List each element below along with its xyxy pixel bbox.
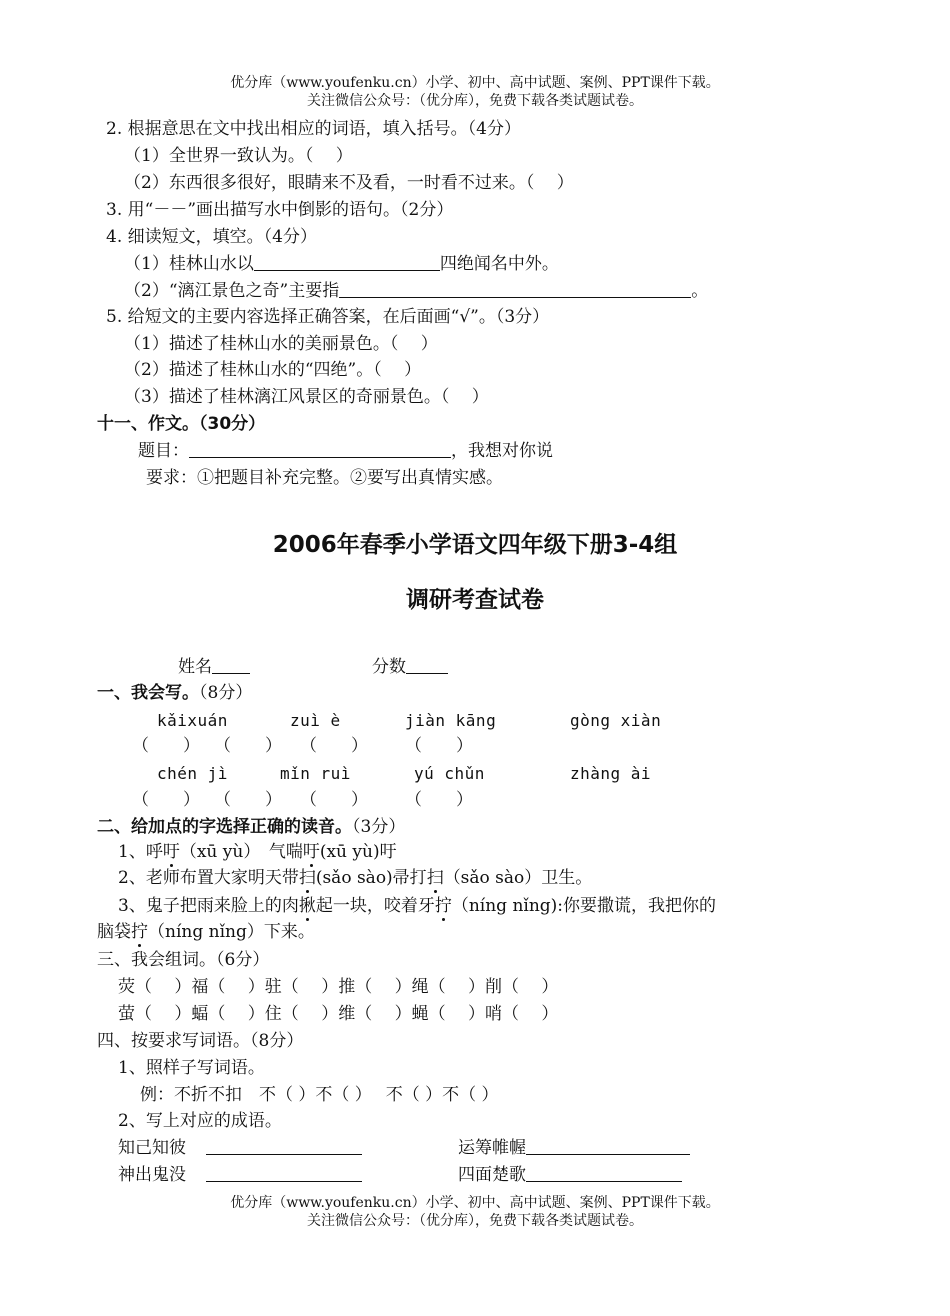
q4-1-prefix: （1）桂林山水以 [124, 254, 254, 274]
idiom-3 [118, 1163, 362, 1187]
pinyin-2: zuì è [290, 711, 341, 730]
section-2-item-2 [118, 866, 592, 890]
answer-paren[interactable]: （ ） [300, 790, 368, 810]
section-11-heading: 十一、作文。（30分） [97, 414, 266, 434]
score-label: 分数 [372, 657, 406, 677]
word-row-2: 萤（ ）蝠（ ）住（ ）维（ ）蝇（ ）哨（ ） [118, 1004, 559, 1024]
word-row-1: 荧（ ）福（ ）驻（ ）推（ ）绳（ ）削（ ） [118, 977, 559, 997]
section-1-heading [97, 681, 252, 705]
dotted-char: 吁 [162, 842, 180, 862]
text: （níng nǐng):你要撒谎，我把你的 [451, 896, 717, 916]
q4-1-suffix: 四绝闻名中外。 [439, 254, 559, 274]
answer-paren[interactable]: （ ） [132, 790, 200, 810]
answer-paren[interactable]: （ ） [132, 736, 200, 756]
topic-blank[interactable] [189, 439, 451, 458]
text: 3、鬼子把雨来脸上的肉 [118, 896, 299, 916]
score-field [372, 655, 448, 679]
dotted-char: 揪 [298, 896, 316, 916]
section-2-item-3-cont [97, 920, 315, 944]
text: （sǎo sào）卫生。 [443, 868, 593, 888]
idiom-blank[interactable] [206, 1163, 362, 1182]
idiom-2 [458, 1136, 690, 1160]
dotted-char: 扫 [298, 868, 316, 888]
idiom-label: 神出鬼没 [118, 1165, 186, 1185]
idiom-1 [118, 1136, 362, 1160]
pinyin-6: mǐn ruì [280, 764, 351, 783]
text: 2、老师布置大家明天带 [118, 868, 299, 888]
text: (sǎo sào)帚打 [315, 868, 427, 888]
text: 1、呼 [118, 842, 163, 862]
text: （xū yù） 气喘 [179, 842, 303, 862]
name-label: 姓名 [178, 657, 212, 677]
question-2-2: （2）东西很多很好，眼睛来不及看，一时看不过来。（ ） [124, 173, 574, 193]
question-4-2 [124, 279, 708, 303]
idiom-label: 四面楚歌 [458, 1165, 526, 1185]
pinyin-7: yú chǔn [414, 764, 485, 783]
header-line-1: 优分库（www.youfenku.cn）小学、初中、高中试题、案例、PPT课件下载。 [230, 75, 720, 91]
answer-paren[interactable]: （ ） [405, 790, 473, 810]
question-5: 5. 给短文的主要内容选择正确答案，在后面画“√”。（3分） [106, 307, 550, 327]
question-4-1 [124, 252, 559, 276]
header-line-2: 关注微信公众号：（优分库），免费下载各类试题试卷。 [307, 93, 643, 109]
section-2-points: （3分） [352, 817, 406, 837]
essay-requirement: 要求：①把题目补充完整。②要写出真情实感。 [146, 468, 503, 488]
text: （níng nǐng）下来。 [148, 922, 315, 942]
essay-topic [138, 439, 553, 463]
section-4-sub-1: 1、照样子写词语。 [118, 1058, 265, 1078]
text: (xū yù)吁 [319, 842, 397, 862]
idiom-4 [458, 1163, 682, 1187]
question-5-1: （1）描述了桂林山水的美丽景色。（ ） [124, 334, 438, 354]
pinyin-4: gòng xiàn [570, 711, 662, 730]
question-3: 3. 用“－－”画出描写水中倒影的语句。（2分） [106, 200, 454, 220]
exam-title-line-1: 2006年春季小学语文四年级下册3-4组 [272, 532, 678, 558]
answer-blank[interactable] [339, 279, 691, 298]
pinyin-5: chén jì [157, 764, 228, 783]
dotted-char: 扫 [426, 868, 444, 888]
pinyin-1: kǎixuán [157, 711, 228, 730]
section-1-title: 一、我会写。 [97, 683, 199, 703]
section-4-sub-2: 2、写上对应的成语。 [118, 1111, 282, 1131]
section-3-heading: 三、我会组词。（6分） [97, 950, 270, 970]
q4-2-suffix: 。 [691, 281, 709, 301]
section-1-points: （8分） [199, 683, 253, 703]
topic-label: 题目： [138, 441, 189, 461]
topic-suffix: ，我想对你说 [451, 441, 553, 461]
name-field [178, 655, 250, 679]
idiom-blank[interactable] [526, 1136, 690, 1155]
text: 起一块，咬着牙 [315, 896, 435, 916]
name-blank[interactable] [212, 655, 250, 674]
section-2-item-1 [118, 840, 397, 864]
section-4-example: 例：不折不扣 不（ ）不（ ） 不（ ）不（ ） [140, 1085, 499, 1105]
footer-line-1: 优分库（www.youfenku.cn）小学、初中、高中试题、案例、PPT课件下载。 [230, 1195, 720, 1211]
section-2-title: 二、给加点的字选择正确的读音。 [97, 817, 352, 837]
dotted-char: 吁 [302, 842, 320, 862]
dotted-char: 拧 [434, 896, 452, 916]
score-blank[interactable] [406, 655, 448, 674]
idiom-blank[interactable] [206, 1136, 362, 1155]
text: 脑袋 [97, 922, 131, 942]
footer-line-2: 关注微信公众号：（优分库），免费下载各类试题试卷。 [307, 1213, 643, 1229]
pinyin-3: jiàn kāng [405, 711, 497, 730]
section-2-heading [97, 815, 405, 839]
answer-blank[interactable] [254, 252, 440, 271]
answer-paren[interactable]: （ ） [214, 736, 282, 756]
section-2-item-3 [118, 894, 716, 918]
question-4: 4. 细读短文，填空。（4分） [106, 227, 317, 247]
question-5-2: （2）描述了桂林山水的“四绝”。（ ） [124, 360, 422, 380]
answer-paren[interactable]: （ ） [214, 790, 282, 810]
pinyin-8: zhàng ài [570, 764, 652, 783]
q4-2-prefix: （2）“漓江景色之奇”主要指 [124, 281, 340, 301]
idiom-blank[interactable] [526, 1163, 682, 1182]
answer-paren[interactable]: （ ） [405, 736, 473, 756]
idiom-label: 运筹帷幄 [458, 1138, 526, 1158]
question-2: 2. 根据意思在文中找出相应的词语，填入括号。（4分） [106, 119, 521, 139]
dotted-char: 拧 [131, 922, 148, 942]
idiom-label: 知己知彼 [118, 1138, 186, 1158]
question-5-3: （3）描述了桂林漓江风景区的奇丽景色。（ ） [124, 387, 489, 407]
question-2-1: （1）全世界一致认为。（ ） [124, 146, 353, 166]
section-4-heading: 四、按要求写词语。（8分） [97, 1031, 304, 1051]
answer-paren[interactable]: （ ） [300, 736, 368, 756]
exam-title-line-2: 调研考查试卷 [406, 587, 544, 613]
